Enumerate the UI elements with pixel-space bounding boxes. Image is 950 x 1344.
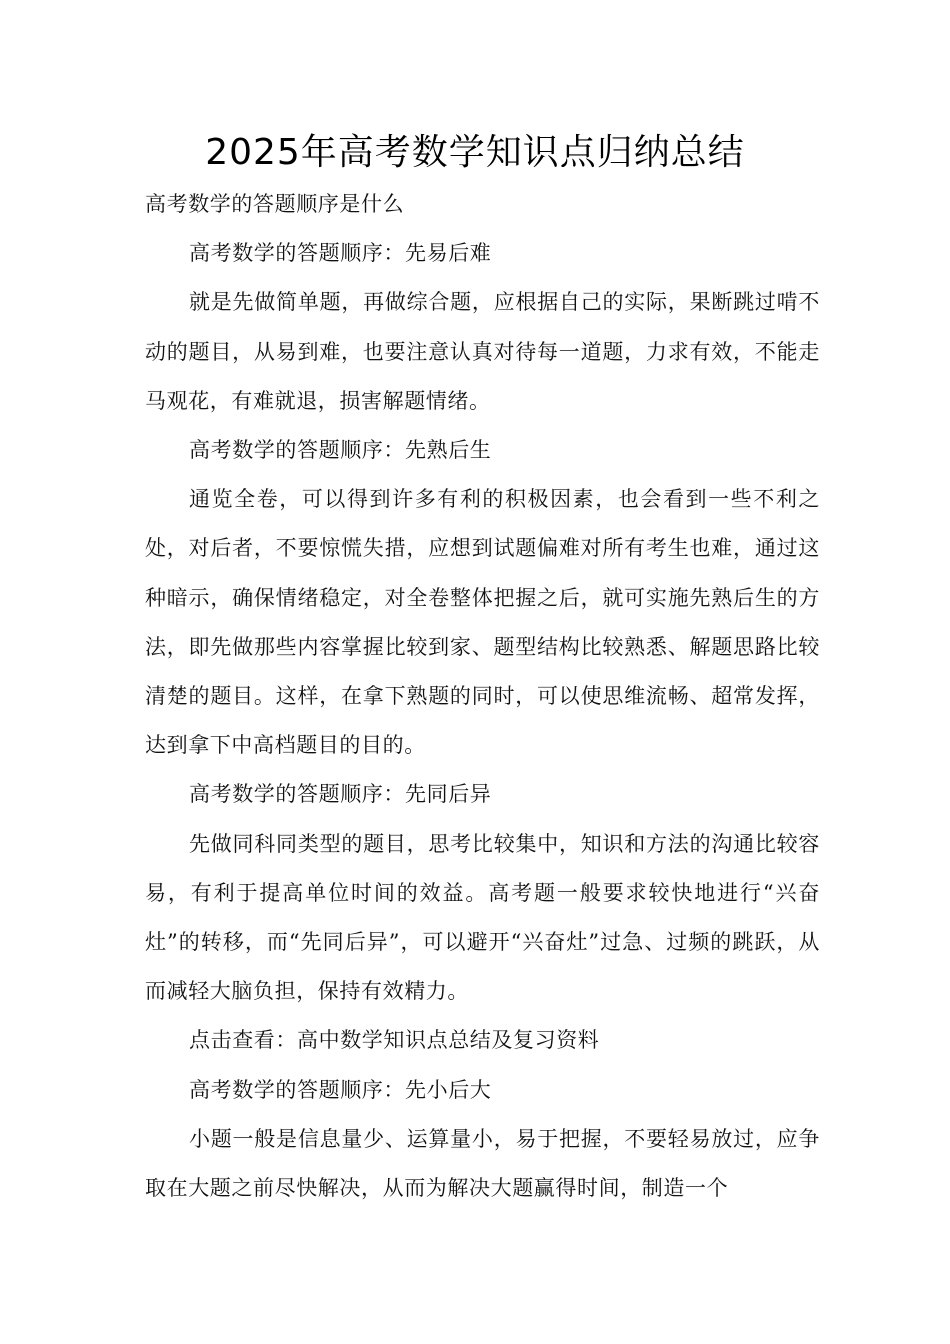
paragraph-familiar-first: 通览全卷，可以得到许多有利的积极因素，也会看到一些不利之处，对后者，不要惊慌失措，应想到试题偏难对所有考生也难，通过这种暗示，确保情绪稳定，对全卷整体把握之后，就可实施先熟后生的方法，即先做那些内容掌握比较到家、题型结构比较熟悉、解题思路比较清楚的题目。这样，在拿下熟题的同时，可以使思维流畅、超常发挥，达到拿下中高档题目的目的。 — [145, 487, 820, 758]
section-heading-easy-first: 高考数学的答题顺序：先易后难 — [189, 241, 492, 266]
paragraph-same-first: 先做同科同类型的题目，思考比较集中，知识和方法的沟通比较容易，有利于提高单位时间的效益。高考题一般要求较快地进行“兴奋灶”的转移，而“先同后异”，可以避开“兴奋灶”过急、过频的跳跃，从而减轻大脑负担，保持有效精力。 — [145, 831, 820, 1004]
paragraph-small-first: 小题一般是信息量少、运算量小，易于把握，不要轻易放过，应争取在大题之前尽快解决，从而为解决大题赢得时间，制造一个 — [145, 1126, 820, 1201]
document-body — [145, 180, 820, 1213]
paragraph-easy-first: 就是先做简单题，再做综合题，应根据自己的实际，果断跳过啃不动的题目，从易到难，也要注意认真对待每一道题，力求有效，不能走马观花，有难就退，损害解题情绪。 — [145, 290, 820, 413]
section-heading-same-first: 高考数学的答题顺序：先同后异 — [189, 782, 492, 807]
reference-link[interactable]: 点击查看：高中数学知识点总结及复习资料 — [189, 1028, 600, 1053]
section-heading-small-first: 高考数学的答题顺序：先小后大 — [189, 1077, 492, 1102]
question-heading: 高考数学的答题顺序是什么 — [145, 192, 405, 216]
document-title: 2025年高考数学知识点归纳总结 — [205, 132, 745, 173]
section-heading-familiar-first: 高考数学的答题顺序：先熟后生 — [189, 438, 492, 463]
